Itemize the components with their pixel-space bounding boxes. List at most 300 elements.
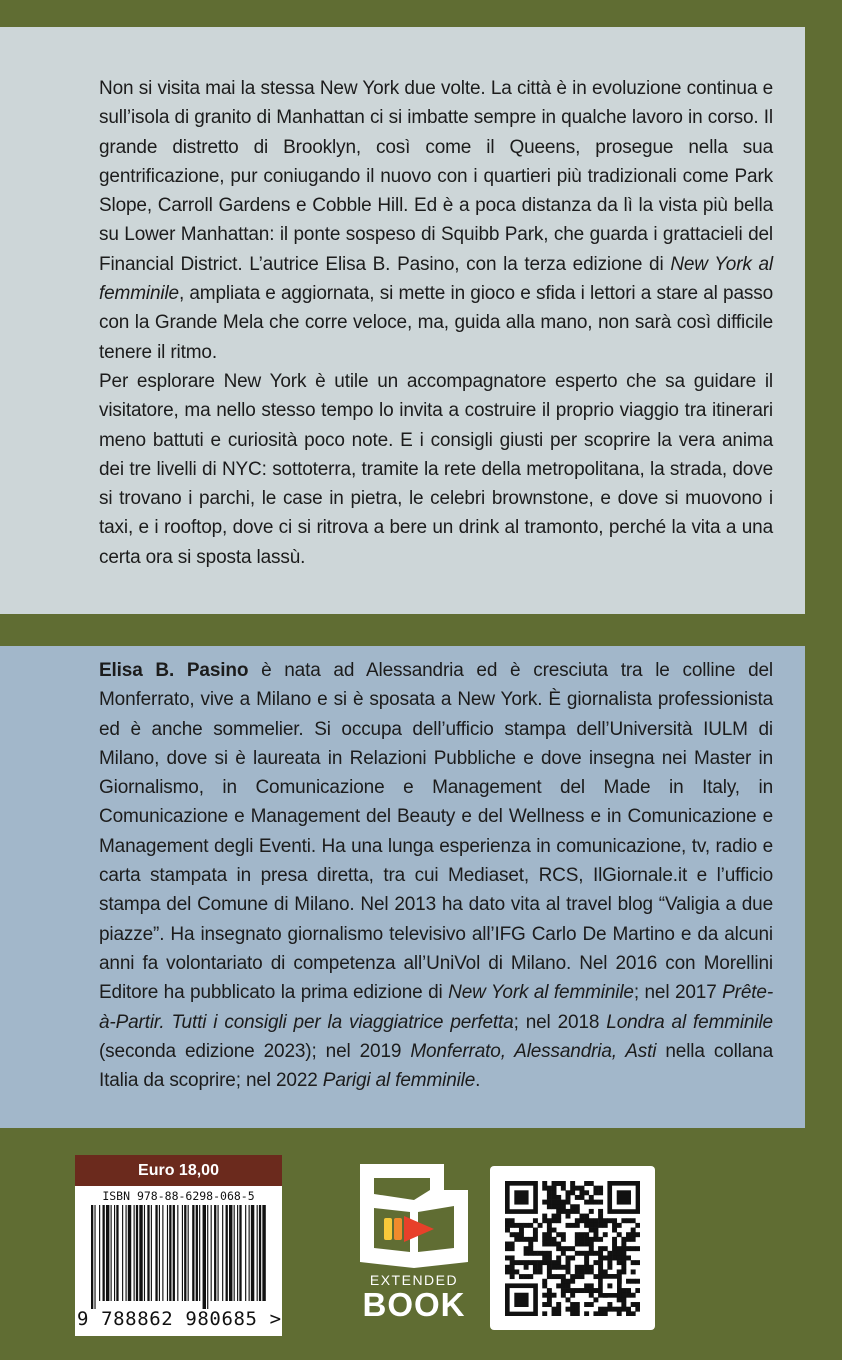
qr-module [514, 1269, 519, 1274]
qr-module [584, 1214, 589, 1219]
qr-module [561, 1288, 566, 1293]
qr-module [603, 1246, 608, 1251]
qr-module [542, 1181, 547, 1186]
barcode-bar [199, 1205, 200, 1301]
qr-module [556, 1255, 561, 1260]
qr-module [584, 1223, 589, 1228]
qr-module [598, 1223, 603, 1228]
qr-module [593, 1200, 598, 1205]
qr-module [547, 1228, 552, 1233]
qr-module [621, 1255, 626, 1260]
barcode-bar [184, 1205, 186, 1301]
qr-module [510, 1255, 515, 1260]
barcode-bar [136, 1205, 138, 1301]
qr-module [575, 1269, 580, 1274]
qr-module [547, 1293, 552, 1298]
qr-module [579, 1186, 584, 1191]
qr-module [528, 1274, 533, 1279]
qr-module [589, 1181, 594, 1186]
qr-module [570, 1279, 575, 1284]
qr-module [575, 1218, 580, 1223]
qr-module [593, 1223, 598, 1228]
qr-module [635, 1260, 640, 1265]
qr-module [617, 1251, 622, 1256]
qr-module [584, 1269, 589, 1274]
qr-module [621, 1302, 626, 1307]
qr-module [556, 1214, 561, 1219]
qr-module [607, 1307, 612, 1312]
qr-module [561, 1204, 566, 1209]
qr-module [570, 1186, 575, 1191]
qr-module [607, 1302, 612, 1307]
barcode-bar [229, 1205, 232, 1301]
barcode-bar [167, 1205, 168, 1301]
barcode-bar [251, 1205, 254, 1301]
qr-module [542, 1283, 547, 1288]
qr-module [566, 1214, 571, 1219]
qr-module [626, 1237, 631, 1242]
qr-module [561, 1283, 566, 1288]
qr-module [542, 1232, 547, 1237]
qr-module [621, 1242, 626, 1247]
qr-module [631, 1232, 636, 1237]
qr-module [575, 1307, 580, 1312]
qr-module [579, 1195, 584, 1200]
qr-module [579, 1274, 584, 1279]
qr-module [589, 1228, 594, 1233]
qr-module [593, 1186, 598, 1191]
qr-module [598, 1237, 603, 1242]
qr-module [552, 1228, 557, 1233]
logo-book-text: BOOK [362, 1286, 466, 1323]
qr-module [575, 1186, 580, 1191]
qr-module [561, 1293, 566, 1298]
qr-module [552, 1218, 557, 1223]
barcode-bar [114, 1205, 115, 1301]
qr-module [566, 1279, 571, 1284]
qr-module [556, 1242, 561, 1247]
qr-module [612, 1251, 617, 1256]
qr-module [589, 1200, 594, 1205]
barcode-bar [91, 1205, 93, 1309]
qr-module [556, 1181, 561, 1186]
qr-module [589, 1283, 594, 1288]
qr-module [617, 1223, 622, 1228]
qr-module [589, 1209, 594, 1214]
qr-module [612, 1218, 617, 1223]
qr-code-icon [505, 1181, 640, 1316]
qr-module [584, 1255, 589, 1260]
qr-module [547, 1195, 552, 1200]
qr-module [631, 1246, 636, 1251]
qr-module [589, 1242, 594, 1247]
qr-module [514, 1232, 519, 1237]
qr-module [631, 1260, 636, 1265]
qr-module [561, 1279, 566, 1284]
qr-module [552, 1274, 557, 1279]
qr-module [598, 1260, 603, 1265]
ean-digits: 9 788862 980685 > [77, 1308, 282, 1330]
barcode-bar [99, 1205, 100, 1301]
qr-module [552, 1204, 557, 1209]
barcode-bar [162, 1205, 163, 1301]
qr-module [561, 1265, 566, 1270]
barcode-bar [192, 1205, 194, 1301]
qr-module [612, 1223, 617, 1228]
qr-module [612, 1255, 617, 1260]
barcode-bar [151, 1205, 152, 1301]
barcode-bar [214, 1205, 216, 1301]
barcode-bar [237, 1205, 238, 1301]
qr-module [575, 1288, 580, 1293]
qr-module [593, 1260, 598, 1265]
qr-module [566, 1209, 571, 1214]
qr-code[interactable] [490, 1166, 655, 1330]
barcode-bar [234, 1205, 235, 1301]
qr-module [589, 1302, 594, 1307]
qr-module [552, 1237, 557, 1242]
qr-module [631, 1311, 636, 1316]
qr-module [584, 1237, 589, 1242]
qr-module [621, 1260, 626, 1265]
qr-module [552, 1214, 557, 1219]
qr-module [542, 1311, 547, 1316]
qr-module [621, 1269, 626, 1274]
qr-module [589, 1265, 594, 1270]
qr-module [542, 1214, 547, 1219]
qr-module [542, 1200, 547, 1205]
qr-module [552, 1200, 557, 1205]
qr-module [631, 1302, 636, 1307]
qr-module [584, 1288, 589, 1293]
qr-module [542, 1251, 547, 1256]
qr-module [621, 1297, 626, 1302]
qr-module [617, 1255, 622, 1260]
barcode-icon [89, 1205, 269, 1309]
author-bio-panel [0, 646, 805, 1128]
qr-module [603, 1311, 608, 1316]
qr-module [510, 1269, 515, 1274]
qr-module [575, 1195, 580, 1200]
qr-module [552, 1186, 557, 1191]
qr-module [552, 1307, 557, 1312]
qr-module [547, 1274, 552, 1279]
qr-module [556, 1195, 561, 1200]
qr-module [584, 1232, 589, 1237]
synopsis-panel [0, 27, 805, 614]
qr-module [561, 1200, 566, 1205]
qr-module [547, 1297, 552, 1302]
qr-module [607, 1218, 612, 1223]
qr-module [575, 1311, 580, 1316]
qr-module [589, 1251, 594, 1256]
qr-module [584, 1218, 589, 1223]
qr-module [552, 1190, 557, 1195]
qr-module [589, 1293, 594, 1298]
qr-module [598, 1269, 603, 1274]
qr-module [579, 1251, 584, 1256]
qr-module [603, 1218, 608, 1223]
qr-module [621, 1265, 626, 1270]
barcode-bar [128, 1205, 131, 1301]
qr-module [510, 1218, 515, 1223]
qr-module [631, 1279, 636, 1284]
qr-module [570, 1302, 575, 1307]
qr-module [542, 1302, 547, 1307]
qr-module [556, 1311, 561, 1316]
barcode-bar [249, 1205, 250, 1301]
qr-module [538, 1260, 543, 1265]
qr-module [635, 1307, 640, 1312]
qr-module [510, 1260, 515, 1265]
qr-module [556, 1265, 561, 1270]
qr-module [575, 1242, 580, 1247]
qr-module [617, 1232, 622, 1237]
barcode-bar [239, 1205, 241, 1301]
qr-module [566, 1223, 571, 1228]
qr-module [547, 1251, 552, 1256]
qr-module [570, 1246, 575, 1251]
qr-module [570, 1181, 575, 1186]
synopsis-paragraph-2: Per esplorare New York è utile un accompagnatore esperto che sa guidare il visitatore, ma nello stesso tempo lo invita a costruire il proprio viaggio tra itinerari meno battuti e curiosità poco note. E i consigli giusti per scoprire la vera anima dei tre livelli di NYC: sottoterra, tramite la rete della metropolitana, la strada, dove si trovano i parchi, le case in pietra, le celebri brownstone, e dove si muovono i taxi, e i rooftop, dove ci si ritrova a bere un drink al tramonto, perché la vita a una certa ora si sposta lassù. [99, 370, 773, 568]
qr-module [556, 1302, 561, 1307]
qr-module [533, 1237, 538, 1242]
barcode-bar [182, 1205, 183, 1301]
qr-module [547, 1288, 552, 1293]
qr-module [533, 1228, 538, 1233]
price-label: Euro 18,00 [75, 1155, 282, 1186]
qr-module [607, 1265, 612, 1270]
qr-module [579, 1269, 584, 1274]
qr-module [510, 1246, 515, 1251]
qr-module [566, 1190, 571, 1195]
qr-module [566, 1246, 571, 1251]
qr-module [533, 1232, 538, 1237]
qr-module [584, 1283, 589, 1288]
barcode-bar [196, 1205, 198, 1301]
qr-module [612, 1237, 617, 1242]
qr-module [612, 1307, 617, 1312]
qr-module [533, 1265, 538, 1270]
barcode-bar [177, 1205, 178, 1301]
qr-module [542, 1186, 547, 1191]
qr-module [570, 1293, 575, 1298]
qr-module [561, 1237, 566, 1242]
qr-module [561, 1251, 566, 1256]
qr-module [552, 1265, 557, 1270]
qr-module [579, 1218, 584, 1223]
qr-module [603, 1255, 608, 1260]
qr-module [552, 1260, 557, 1265]
barcode-bar [262, 1205, 265, 1301]
qr-module [566, 1269, 571, 1274]
qr-module [635, 1302, 640, 1307]
qr-module [584, 1302, 589, 1307]
barcode-bar [188, 1205, 189, 1301]
qr-module [579, 1190, 584, 1195]
qr-module [621, 1251, 626, 1256]
qr-module [547, 1186, 552, 1191]
qr-module [584, 1242, 589, 1247]
qr-module [635, 1246, 640, 1251]
qr-module [547, 1260, 552, 1265]
qr-module [584, 1260, 589, 1265]
barcode-bar [159, 1205, 160, 1301]
barcode-bar [222, 1205, 223, 1301]
qr-module [519, 1232, 524, 1237]
qr-module [561, 1274, 566, 1279]
qr-module [552, 1311, 557, 1316]
qr-module [566, 1200, 571, 1205]
qr-module [617, 1190, 631, 1204]
qr-module [556, 1200, 561, 1205]
qr-module [524, 1223, 529, 1228]
qr-module [598, 1307, 603, 1312]
logo-extended-text: EXTENDED [369, 1272, 459, 1288]
qr-module [584, 1200, 589, 1205]
qr-module [528, 1223, 533, 1228]
qr-module [561, 1232, 566, 1237]
barcode-bar [257, 1205, 258, 1301]
qr-module [556, 1283, 561, 1288]
qr-module [598, 1218, 603, 1223]
qr-module [589, 1288, 594, 1293]
qr-module [584, 1190, 589, 1195]
qr-module [631, 1269, 636, 1274]
qr-module [556, 1274, 561, 1279]
qr-module [598, 1186, 603, 1191]
barcode-bar [139, 1205, 142, 1301]
qr-module [589, 1269, 594, 1274]
qr-module [598, 1209, 603, 1214]
qr-module [593, 1228, 598, 1233]
qr-module [566, 1307, 571, 1312]
qr-module [593, 1274, 598, 1279]
qr-module [589, 1195, 594, 1200]
qr-module [547, 1232, 552, 1237]
barcode-bar [94, 1205, 95, 1309]
qr-module [505, 1255, 510, 1260]
qr-module [607, 1260, 612, 1265]
qr-module [631, 1237, 636, 1242]
qr-module [570, 1190, 575, 1195]
qr-module [598, 1251, 603, 1256]
qr-module [533, 1218, 538, 1223]
qr-module [579, 1288, 584, 1293]
barcode-bar [226, 1205, 228, 1301]
qr-module [626, 1232, 631, 1237]
qr-module [514, 1293, 528, 1307]
qr-module [519, 1237, 524, 1242]
qr-module [510, 1232, 515, 1237]
qr-module [584, 1265, 589, 1270]
qr-module [631, 1218, 636, 1223]
qr-module [612, 1242, 617, 1247]
qr-module [593, 1297, 598, 1302]
qr-module [542, 1260, 547, 1265]
qr-module [510, 1265, 515, 1270]
qr-module [603, 1307, 608, 1312]
qr-module [547, 1242, 552, 1247]
qr-module [533, 1260, 538, 1265]
barcode-bar [218, 1205, 219, 1301]
qr-module [589, 1218, 594, 1223]
qr-module [505, 1228, 510, 1233]
qr-module [505, 1223, 510, 1228]
qr-module [584, 1181, 589, 1186]
qr-module [566, 1297, 571, 1302]
qr-module [575, 1223, 580, 1228]
qr-module [561, 1186, 566, 1191]
qr-module [635, 1288, 640, 1293]
isbn-text: ISBN 978-88-6298-068-5 [102, 1189, 255, 1203]
qr-module [593, 1190, 598, 1195]
qr-module [570, 1311, 575, 1316]
qr-module [575, 1209, 580, 1214]
qr-module [617, 1297, 622, 1302]
qr-module [621, 1288, 626, 1293]
qr-module [570, 1274, 575, 1279]
qr-module [547, 1204, 552, 1209]
qr-module [556, 1209, 561, 1214]
qr-module [566, 1265, 571, 1270]
qr-module [542, 1218, 547, 1223]
qr-module [593, 1288, 598, 1293]
qr-module [542, 1255, 547, 1260]
qr-module [584, 1311, 589, 1316]
qr-module [617, 1269, 622, 1274]
qr-module [579, 1237, 584, 1242]
qr-module [505, 1242, 510, 1247]
qr-module [570, 1204, 575, 1209]
qr-module [603, 1269, 608, 1274]
qr-module [547, 1218, 552, 1223]
qr-module [626, 1293, 631, 1298]
qr-module [538, 1223, 543, 1228]
qr-module [570, 1255, 575, 1260]
barcode-bar [126, 1205, 127, 1301]
qr-module [542, 1293, 547, 1298]
qr-module [547, 1265, 552, 1270]
qr-module [542, 1242, 547, 1247]
qr-module [519, 1274, 524, 1279]
qr-module [575, 1237, 580, 1242]
qr-module [514, 1223, 519, 1228]
barcode-bar [147, 1205, 149, 1301]
qr-module [607, 1255, 612, 1260]
barcode-bar [203, 1205, 206, 1309]
qr-module [621, 1218, 626, 1223]
qr-module [589, 1223, 594, 1228]
qr-module [598, 1265, 603, 1270]
qr-module [598, 1190, 603, 1195]
qr-module [570, 1209, 575, 1214]
qr-module [635, 1232, 640, 1237]
qr-module [505, 1265, 510, 1270]
barcode-bar [259, 1205, 261, 1301]
qr-module [575, 1251, 580, 1256]
qr-module [524, 1251, 529, 1256]
barcode-bar [169, 1205, 171, 1301]
barcode-bar [245, 1205, 246, 1301]
qr-module [612, 1228, 617, 1233]
qr-module [505, 1246, 510, 1251]
open-book-icon [354, 1160, 474, 1272]
qr-module [621, 1293, 626, 1298]
qr-module [519, 1260, 524, 1265]
qr-module [556, 1204, 561, 1209]
qr-module [514, 1260, 519, 1265]
